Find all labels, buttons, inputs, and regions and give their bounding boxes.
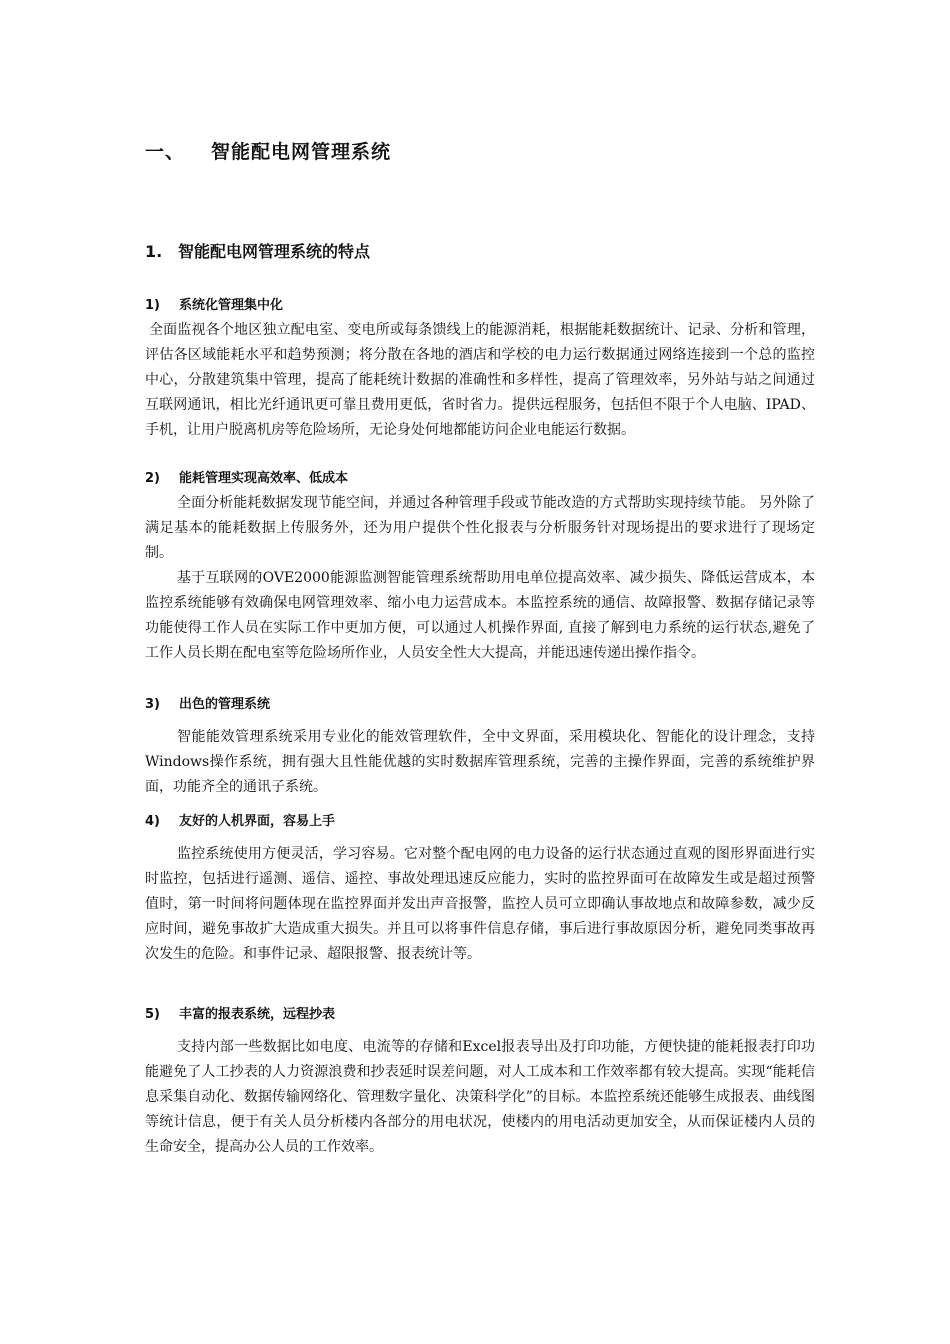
feature-paragraph: 基于互联网的OVE2000能源监测智能管理系统帮助用电单位提高效率、减少损失、降低运营成本，本监控系统能够有效确保电网管理效率、缩小电力运营成本。本监控系统的通信、故障报警、数据存储记录等功能使得工作人员在实际工作中更加方便，可以通过人机操作界面, 直接了解到电力系统的运行状态,避免了工作人员长期在配电室等危险场所作业，人员安全性大大提高，并能迅速传递出操作指令。 — [145, 570, 815, 661]
feature-item-3 — [145, 695, 815, 800]
feature-item-2 — [145, 469, 815, 666]
feature-title: 出色的管理系统 — [179, 697, 271, 712]
feature-paragraph: 全面分析能耗数据发现节能空间，并通过各种管理手段或节能改造的方式帮助实现持续节能。 另外除了满足基本的能耗数据上传服务外，还为用户提供个性化报表与分析服务针对现场提出的要求进行了现场定制。 — [145, 495, 815, 561]
chapter-title: 智能配电网管理系统 — [211, 141, 392, 163]
feature-item-4 — [145, 812, 815, 967]
chapter-number: 一、 — [145, 141, 186, 163]
chapter-heading — [145, 137, 391, 164]
feature-heading — [145, 1005, 815, 1025]
feature-number: 1) — [145, 298, 160, 313]
section-title: 智能配电网管理系统的特点 — [178, 242, 371, 261]
feature-paragraph: 全面监视各个地区独立配电室、变电所或每条馈线上的能源消耗，根据能耗数据统计、记录、分析和管理，评估各区域能耗水平和趋势预测；将分散在各地的酒店和学校的电力运行数据通过网络连接到一个总的监控中心，分散建筑集中管理，提高了能耗统计数据的准确性和多样性，提高了管理效率，另外站与站之间通过互联网通讯，相比光纤通讯更可靠且费用更低，省时省力。提供远程服务，包括但不限于个人电脑、IPAD、手机，让用户脱离机房等危险场所，无论身处何地都能访问企业电能运行数据。 — [145, 322, 815, 438]
feature-heading — [145, 695, 815, 715]
feature-number: 5) — [145, 1007, 160, 1022]
section-number: 1. — [145, 242, 163, 261]
feature-heading — [145, 812, 815, 832]
feature-title: 友好的人机界面，容易上手 — [179, 814, 336, 829]
feature-number: 3) — [145, 697, 160, 712]
section-heading — [145, 239, 370, 262]
feature-number: 2) — [145, 471, 160, 486]
feature-title: 系统化管理集中化 — [179, 298, 284, 313]
feature-paragraph: 智能能效管理系统采用专业化的能效管理软件，全中文界面，采用模块化、智能化的设计理念，支持Windows操作系统，拥有强大且性能优越的实时数据库管理系统，完善的主操作界面，完善的系统维护界面，功能齐全的通讯子系统。 — [145, 729, 815, 795]
feature-item-1 — [145, 296, 815, 443]
feature-paragraph: 支持内部一些数据比如电度、电流等的存储和Excel报表导出及打印功能，方便快捷的能耗报表打印功能避免了人工抄表的人力资源浪费和抄表延时误差问题，对人工成本和工作效率都有较大提高。实现“能耗信息采集自动化、数据传输网络化、管理数字量化、决策科学化”的目标。本监控系统还能够生成报表、曲线图等统计信息，便于有关人员分析楼内各部分的用电状况，使楼内的用电活动更加安全，从而保证楼内人员的生命安全，提高办公人员的工作效率。 — [145, 1039, 815, 1155]
feature-paragraph: 监控系统使用方便灵活，学习容易。它对整个配电网的电力设备的运行状态通过直观的图形界面进行实时监控，包括进行遥测、遥信、遥控、事故处理迅速反应能力，实时的监控界面可在故障发生或是超过预警值时，第一时间将问题体现在监控界面并发出声音报警，监控人员可立即确认事故地点和故障参数，减少反应时间，避免事故扩大造成重大损失。并且可以将事件信息存储，事后进行事故原因分析，避免同类事故再次发生的危险。和事件记录、超限报警、报表统计等。 — [145, 846, 815, 962]
feature-title: 能耗管理实现高效率、低成本 — [179, 471, 349, 486]
feature-item-5 — [145, 1005, 815, 1160]
feature-heading — [145, 469, 815, 489]
feature-title: 丰富的报表系统，远程抄表 — [179, 1007, 336, 1022]
feature-heading — [145, 296, 815, 316]
feature-number: 4) — [145, 814, 160, 829]
